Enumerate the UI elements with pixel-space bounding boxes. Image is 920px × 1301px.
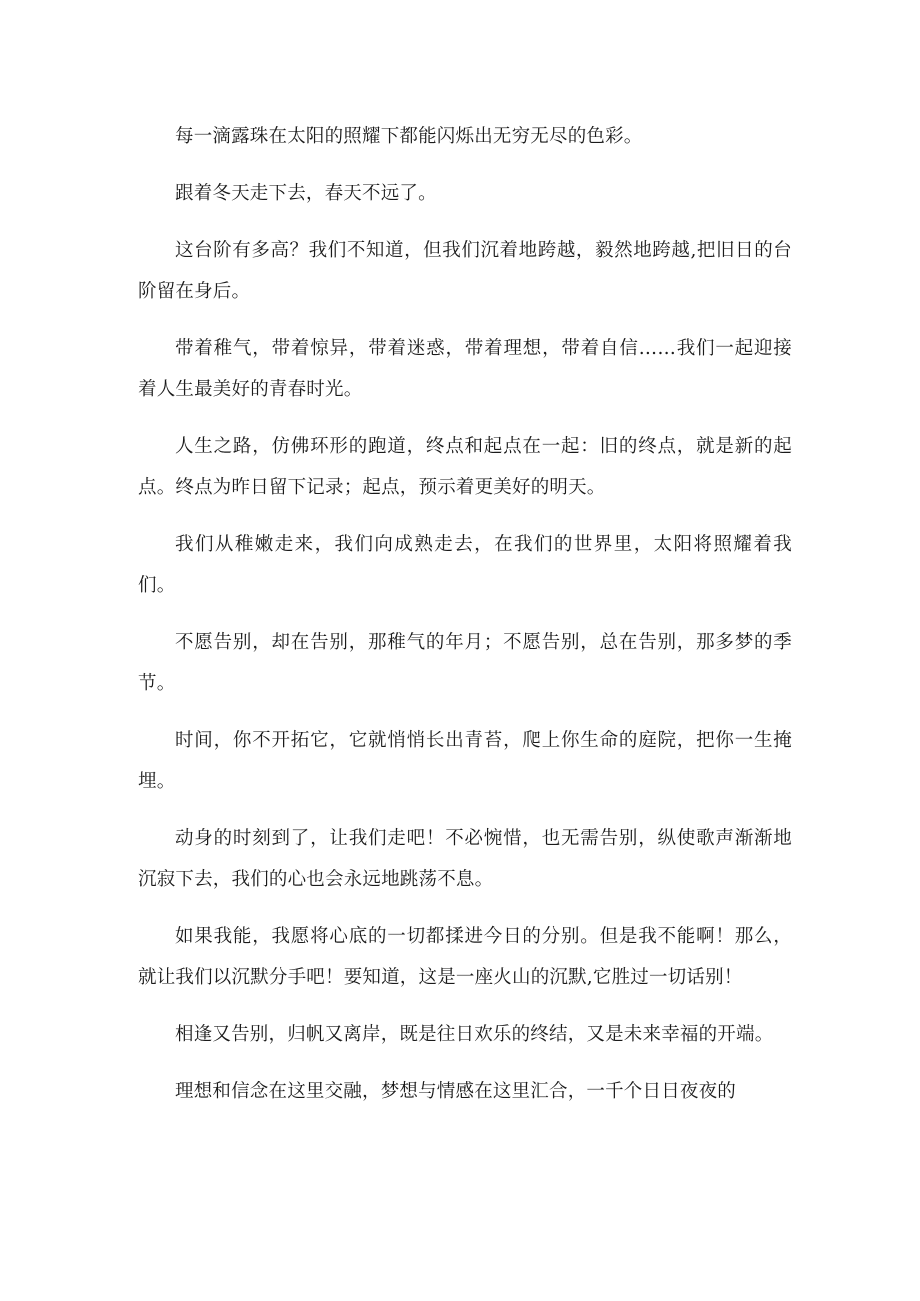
paragraph-11: 相逢又告别，归帆又离岸，既是往日欢乐的终结，又是未来幸福的开端。	[175, 1024, 774, 1045]
paragraph-2: 跟着冬天走下去，春天不远了。	[175, 183, 437, 204]
paragraph-12: 理想和信念在这里交融，梦想与情感在这里汇合，一千个日日夜夜的	[175, 1081, 737, 1102]
paragraph-1: 每一滴露珠在太阳的照耀下都能闪烁出无穷无尽的色彩。	[175, 126, 643, 147]
paragraph-9: 动身的时刻到了，让我们走吧！不必惋惜，也无需告别，纵使歌声渐渐地沉寂下去，我们的心也会永远地跳荡不息。	[138, 828, 792, 890]
document-body	[138, 116, 792, 1128]
paragraph-5: 人生之路，仿佛环形的跑道，终点和起点在一起：旧的终点，就是新的起点。终点为昨日留下记录；起点，预示着更美好的明天。	[138, 436, 792, 498]
paragraph-6: 我们从稚嫩走来，我们向成熟走去，在我们的世界里，太阳将照耀着我们。	[138, 534, 792, 596]
paragraph-3: 这台阶有多高？我们不知道，但我们沉着地跨越，毅然地跨越,把旧日的台阶留在身后。	[138, 240, 792, 302]
paragraph-10: 如果我能，我愿将心底的一切都揉进今日的分别。但是我不能啊！那么，就让我们以沉默分手吧！要知道，这是一座火山的沉默,它胜过一切话别！	[138, 926, 792, 988]
paragraph-7: 不愿告别，却在告别，那稚气的年月；不愿告别，总在告别，那多梦的季节。	[138, 632, 792, 694]
paragraph-8: 时间，你不开拓它，它就悄悄长出青苔，爬上你生命的庭院，把你一生掩埋。	[138, 730, 792, 792]
paragraph-4: 带着稚气，带着惊异，带着迷惑，带着理想，带着自信……我们一起迎接着人生最美好的青春时光。	[138, 338, 792, 400]
